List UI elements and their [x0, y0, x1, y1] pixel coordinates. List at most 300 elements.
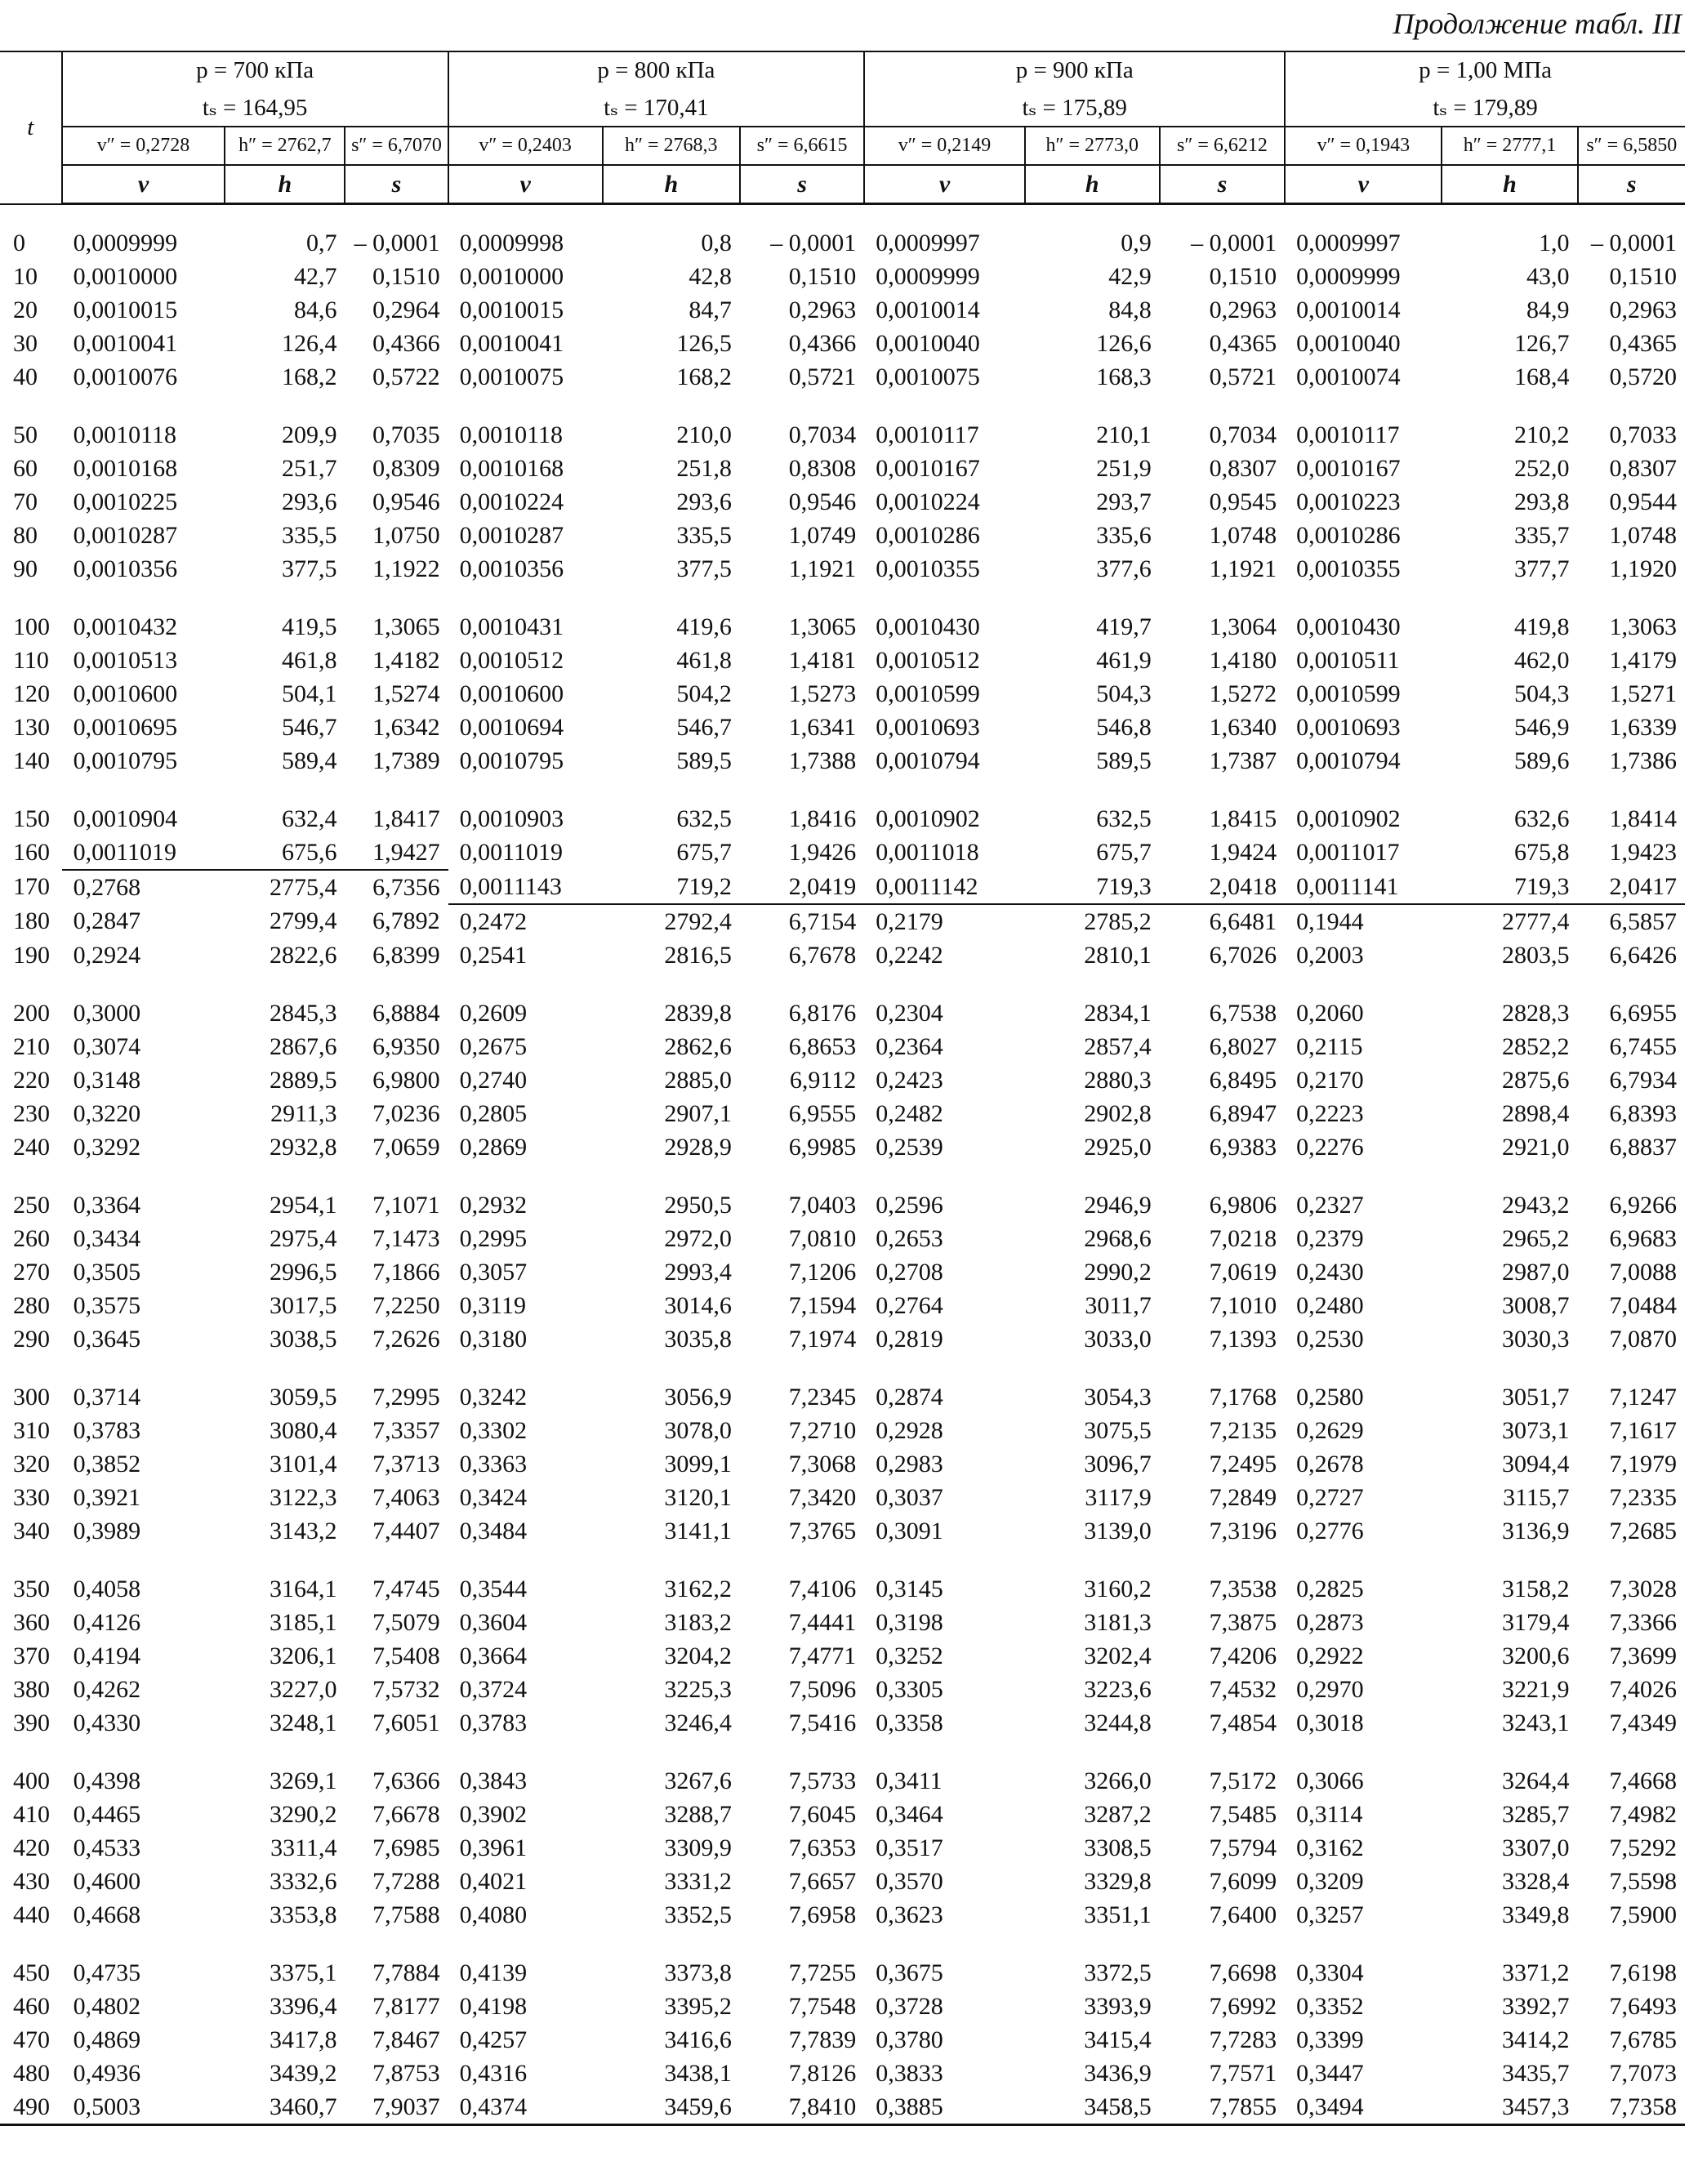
spacer-cell: [0, 1548, 1685, 1572]
cell-v-1000: 0,2678: [1296, 1450, 1364, 1478]
cell-t: 410: [13, 1800, 50, 1828]
table-row: [0, 996, 1685, 1030]
cell-v-700: 0,4600: [73, 1867, 141, 1895]
cell-s-1000: 0,1510: [1609, 262, 1677, 290]
cell-h-700: 42,7: [293, 262, 337, 290]
cell-h-700: 3122,3: [269, 1483, 337, 1511]
cell-s-900: 7,1010: [1209, 1291, 1277, 1319]
cell-v-800: 0,0010075: [459, 363, 564, 390]
cell-h-900: 84,8: [1108, 296, 1152, 323]
cell-h-800: 3309,9: [664, 1834, 732, 1861]
cell-s-700: 7,9037: [345, 2090, 448, 2125]
cell-v-800: 0,4139: [459, 1959, 528, 1986]
cell-v-1000: 0,2922: [1296, 1642, 1364, 1669]
cell-h-900: 3117,9: [1085, 1483, 1152, 1511]
cell-v-700: 0,0010513: [73, 646, 178, 674]
cell-v-900: 0,3517: [876, 1834, 943, 1861]
cell-s-800: 6,8176: [788, 999, 857, 1027]
cell-s-800: 7,8410: [740, 2090, 864, 2125]
cell-v-800: 0,0010000: [459, 262, 564, 290]
cell-h-700: 3038,5: [269, 1325, 337, 1353]
cell-h-700: 126,4: [281, 329, 337, 357]
cell-h-1000: 3115,7: [1503, 1483, 1570, 1511]
cell-h-1000: 546,9: [1514, 713, 1570, 741]
cell-h-700: 419,5: [281, 613, 337, 640]
cell-v-700: 0,4869: [73, 2026, 141, 2053]
cell-v-1000: 0,2970: [1296, 1675, 1364, 1703]
cell-h-700: 3311,4: [270, 1834, 337, 1861]
cell-v-1000: 0,0010511: [1296, 646, 1400, 674]
s-symbol: s: [1160, 165, 1285, 204]
cell-h-900: 504,3: [1096, 680, 1152, 707]
cell-s-700: 7,6051: [372, 1709, 440, 1736]
cell-s-800: 6,7678: [788, 941, 857, 969]
cell-v-1000: 0,0009999: [1296, 262, 1401, 290]
cell-h-800: 3267,6: [664, 1767, 732, 1794]
cell-s-800: 7,0403: [788, 1191, 857, 1219]
cell-t: 460: [13, 1992, 50, 2020]
cell-h-700: 2954,1: [269, 1191, 337, 1219]
cell-h-700: 3460,7: [225, 2090, 345, 2125]
cell-v-900: 0,2653: [876, 1224, 943, 1252]
cell-h-1000: 3285,7: [1502, 1800, 1570, 1828]
cell-s-800: 7,5096: [788, 1675, 857, 1703]
cell-h-1000: 462,0: [1514, 646, 1570, 674]
cell-v-800: 0,3902: [459, 1800, 528, 1828]
cell-v-1000: 0,0010167: [1296, 454, 1401, 482]
table-row: [0, 1188, 1685, 1222]
cell-s-700: 6,9350: [372, 1032, 440, 1060]
s-symbol: s: [1578, 165, 1685, 204]
cell-v-900: 0,2874: [876, 1383, 943, 1411]
cell-s-800: 1,5273: [788, 680, 857, 707]
cell-s-900: 1,9424: [1209, 839, 1277, 866]
cell-v-1000: 0,2480: [1296, 1291, 1364, 1319]
cell-s-1000: 6,9266: [1609, 1191, 1677, 1219]
table-row: [0, 836, 1685, 870]
table-body: [0, 204, 1685, 2125]
cell-s-1000: 2,0417: [1578, 870, 1685, 904]
table-row: [0, 1063, 1685, 1097]
table-row: [0, 610, 1685, 644]
cell-s-900: 7,5172: [1209, 1767, 1277, 1794]
cell-v-700: 0,0010695: [73, 713, 178, 741]
spacer-cell: [0, 778, 1685, 802]
cell-h-1000: 3307,0: [1502, 1834, 1570, 1861]
cell-v-800: 0,0010903: [459, 805, 564, 832]
cell-s-700: 7,5079: [372, 1608, 440, 1636]
cell-v-1000: 0,2629: [1296, 1416, 1364, 1444]
cell-h-1000: 3073,1: [1502, 1416, 1570, 1444]
spacer-cell: [0, 586, 1685, 610]
cell-v-700: 0,0010118: [73, 421, 177, 448]
cell-s-800: 1,6341: [788, 713, 857, 741]
pressure-900-header: p = 900 кПа: [864, 51, 1285, 89]
cell-h-1000: 210,2: [1514, 421, 1570, 448]
cell-s-800: 6,7154: [788, 907, 857, 935]
table-row: [0, 1673, 1685, 1706]
cell-t: 350: [13, 1575, 50, 1602]
cell-s-900: 0,7034: [1209, 421, 1277, 448]
cell-s-1000: 1,5271: [1609, 680, 1677, 707]
cell-h-1000: 252,0: [1514, 454, 1570, 482]
cell-s-700: 7,4407: [372, 1517, 440, 1544]
cell-s-900: 7,3538: [1209, 1575, 1277, 1602]
row-spacer: [0, 586, 1685, 610]
cell-v-700: 0,3921: [73, 1483, 141, 1511]
table-row: [0, 2023, 1685, 2057]
cell-v-800: 0,0010512: [459, 646, 564, 674]
cell-t: 340: [13, 1517, 50, 1544]
cell-s-1000: 7,4668: [1609, 1767, 1677, 1794]
cell-s-1000: 7,7073: [1609, 2059, 1677, 2087]
cell-s-800: 7,2710: [788, 1416, 857, 1444]
cell-v-700: 0,0010076: [73, 363, 178, 390]
cell-v-700: 0,3575: [73, 1291, 141, 1319]
cell-v-1000: 0,3494: [1285, 2090, 1442, 2125]
cell-v-900: 0,2179: [876, 907, 943, 935]
cell-h-800: 42,8: [689, 262, 732, 290]
cell-h-1000: 3136,9: [1502, 1517, 1570, 1544]
cell-s-700: 7,4745: [372, 1575, 440, 1602]
cell-s-800: 7,2345: [788, 1383, 857, 1411]
cell-v-800: 0,4316: [459, 2059, 528, 2087]
v-symbol: v: [448, 165, 603, 204]
cell-h-800: 504,2: [676, 680, 732, 707]
cell-v-1000: 0,1944: [1296, 907, 1364, 935]
cell-v-700: 0,3852: [73, 1450, 141, 1478]
cell-v-800: 0,3424: [459, 1483, 528, 1511]
cell-s-800: 7,7839: [788, 2026, 857, 2053]
table-row: [0, 1639, 1685, 1673]
cell-t: 420: [13, 1834, 50, 1861]
cell-s-900: 1,8415: [1209, 805, 1277, 832]
cell-v-900: 0,0011142: [864, 870, 1025, 904]
cell-s-700: 0,4366: [372, 329, 440, 357]
cell-s-1000: 7,1247: [1609, 1383, 1677, 1411]
cell-t: 240: [13, 1133, 50, 1161]
cell-h-900: 632,5: [1096, 805, 1152, 832]
cell-v-800: 0,0010431: [459, 613, 564, 640]
cell-s-800: 6,9112: [789, 1066, 857, 1094]
cell-s-900: 6,8027: [1209, 1032, 1277, 1060]
cell-h-1000: 589,6: [1514, 747, 1570, 774]
row-spacer: [0, 1356, 1685, 1380]
cell-v-1000: 0,3162: [1296, 1834, 1364, 1861]
cell-v-800: 0,2541: [459, 941, 528, 969]
cell-h-900: 3393,9: [1084, 1992, 1152, 2020]
table-row: [0, 418, 1685, 452]
cell-h-1000: 3179,4: [1502, 1608, 1570, 1636]
spacer-cell: [0, 1164, 1685, 1188]
v-sat-700: v″ = 0,2728: [62, 127, 225, 165]
cell-s-900: 7,7855: [1160, 2090, 1285, 2125]
cell-h-1000: 3008,7: [1502, 1291, 1570, 1319]
cell-s-800: 7,5733: [788, 1767, 857, 1794]
cell-v-800: 0,3242: [459, 1383, 528, 1411]
cell-t: 120: [13, 680, 50, 707]
cell-s-800: 0,5721: [788, 363, 857, 390]
cell-s-800: 7,6657: [788, 1867, 857, 1895]
cell-v-1000: 0,2223: [1296, 1099, 1364, 1127]
cell-s-900: 7,2135: [1209, 1416, 1277, 1444]
cell-s-1000: 0,4365: [1609, 329, 1677, 357]
cell-h-700: 2932,8: [269, 1133, 337, 1161]
cell-v-800: 0,3604: [459, 1608, 528, 1636]
cell-h-700: 3353,8: [269, 1901, 337, 1928]
table-row: [0, 360, 1685, 394]
cell-v-1000: 0,2276: [1296, 1133, 1364, 1161]
cell-s-900: 2,0418: [1160, 870, 1285, 904]
cell-h-900: 3075,5: [1084, 1416, 1152, 1444]
cell-v-900: 0,0010224: [876, 488, 980, 515]
cell-h-800: 2950,5: [664, 1191, 732, 1219]
cell-s-1000: 1,3063: [1609, 613, 1677, 640]
cell-v-1000: 0,2430: [1296, 1258, 1364, 1286]
cell-h-1000: 2803,5: [1502, 941, 1570, 969]
cell-s-900: 0,1510: [1209, 262, 1277, 290]
cell-v-800: 0,3057: [459, 1258, 528, 1286]
cell-h-1000: 675,8: [1514, 839, 1570, 866]
cell-v-700: 0,3000: [73, 999, 141, 1027]
cell-h-1000: 2943,2: [1502, 1191, 1570, 1219]
cell-h-1000: 168,4: [1514, 363, 1570, 390]
cell-s-800: 7,3420: [788, 1483, 857, 1511]
cell-h-1000: 2828,3: [1502, 999, 1570, 1027]
cell-h-900: 2902,8: [1084, 1099, 1152, 1127]
cell-v-700: 0,0010432: [73, 613, 178, 640]
cell-h-900: 589,5: [1096, 747, 1152, 774]
steam-properties-table: [0, 51, 1685, 2126]
cell-v-700: 0,4802: [73, 1992, 141, 2020]
cell-s-900: 7,0218: [1209, 1224, 1277, 1252]
table-row: [0, 1606, 1685, 1639]
cell-v-700: 0,4668: [73, 1901, 141, 1928]
s-sat-800: s″ = 6,6615: [740, 127, 864, 165]
cell-h-700: 3206,1: [269, 1642, 337, 1669]
cell-h-800: 3078,0: [664, 1416, 732, 1444]
cell-h-900: 126,6: [1096, 329, 1152, 357]
table-row: [0, 1030, 1685, 1063]
h-sat-1000: h″ = 2777,1: [1442, 127, 1577, 165]
cell-v-1000: 0,3447: [1296, 2059, 1364, 2087]
cell-s-900: 6,6481: [1209, 907, 1277, 935]
cell-s-1000: 7,6785: [1609, 2026, 1677, 2053]
cell-s-700: 1,1922: [372, 555, 440, 582]
cell-s-800: 7,1974: [788, 1325, 857, 1353]
cell-h-700: 3017,5: [269, 1291, 337, 1319]
cell-v-1000: 0,0010040: [1296, 329, 1401, 357]
cell-s-700: 7,6678: [372, 1800, 440, 1828]
cell-t: 100: [13, 613, 50, 640]
cell-t: 10: [13, 262, 38, 290]
cell-s-1000: 6,6955: [1609, 999, 1677, 1027]
cell-s-900: – 0,0001: [1191, 229, 1277, 256]
cell-s-800: 7,0810: [788, 1224, 857, 1252]
cell-v-900: 0,0010117: [876, 421, 979, 448]
cell-h-1000: 1,0: [1539, 229, 1570, 256]
cell-s-700: 7,8177: [372, 1992, 440, 2020]
cell-s-900: 7,6698: [1209, 1959, 1277, 1986]
cell-h-900: 293,7: [1096, 488, 1152, 515]
cell-v-800: 0,0010600: [459, 680, 564, 707]
cell-v-900: 0,0010014: [876, 296, 980, 323]
table-row: [0, 870, 1685, 904]
cell-s-1000: 1,8414: [1609, 805, 1677, 832]
cell-s-1000: 7,1979: [1609, 1450, 1677, 1478]
cell-s-1000: 7,4982: [1609, 1800, 1677, 1828]
row-spacer: [0, 204, 1685, 227]
cell-v-800: 0,3724: [459, 1675, 528, 1703]
cell-s-800: 7,1594: [788, 1291, 857, 1319]
cell-h-800: 2862,6: [664, 1032, 732, 1060]
cell-h-900: 3308,5: [1084, 1834, 1152, 1861]
cell-v-700: 0,0010000: [73, 262, 178, 290]
cell-h-800: 126,5: [676, 329, 732, 357]
cell-h-1000: 2852,2: [1502, 1032, 1570, 1060]
cell-s-900: 7,3196: [1209, 1517, 1277, 1544]
cell-h-700: 3227,0: [269, 1675, 337, 1703]
cell-v-700: 0,4194: [73, 1642, 141, 1669]
cell-s-1000: 7,4349: [1609, 1709, 1677, 1736]
cell-t: 430: [13, 1867, 50, 1895]
cell-h-900: 335,6: [1096, 521, 1152, 549]
cell-h-900: 3287,2: [1084, 1800, 1152, 1828]
cell-s-700: 7,3713: [372, 1450, 440, 1478]
cell-h-1000: 3414,2: [1502, 2026, 1570, 2053]
cell-v-900: 0,3305: [876, 1675, 943, 1703]
table-row: [0, 744, 1685, 778]
cell-h-700: 3143,2: [269, 1517, 337, 1544]
cell-v-800: 0,4021: [459, 1867, 528, 1895]
cell-s-1000: 7,5292: [1609, 1834, 1677, 1861]
cell-t: 310: [13, 1416, 50, 1444]
cell-t: 390: [13, 1709, 50, 1736]
table-row: [0, 1798, 1685, 1831]
cell-s-1000: 0,8307: [1609, 454, 1677, 482]
cell-v-700: 0,3714: [73, 1383, 141, 1411]
table-row: [0, 2090, 1685, 2125]
cell-h-700: 0,7: [305, 229, 337, 256]
cell-t: 30: [13, 329, 38, 357]
pressure-800-header: p = 800 кПа: [448, 51, 865, 89]
cell-s-1000: 7,1617: [1609, 1416, 1677, 1444]
cell-s-900: 7,5794: [1209, 1834, 1277, 1861]
cell-t: 110: [13, 646, 49, 674]
cell-t: 90: [13, 555, 38, 582]
cell-s-700: 6,7356: [372, 873, 440, 901]
cell-h-900: 3351,1: [1084, 1901, 1152, 1928]
cell-v-1000: 0,2776: [1296, 1517, 1364, 1544]
cell-h-700: 3101,4: [269, 1450, 337, 1478]
cell-v-700: 0,4398: [73, 1767, 141, 1794]
cell-h-700: 3417,8: [269, 2026, 337, 2053]
cell-s-700: 1,5274: [372, 680, 440, 707]
cell-s-1000: 6,8393: [1609, 1099, 1677, 1127]
cell-s-1000: 0,9544: [1609, 488, 1677, 515]
cell-v-900: 0,3145: [876, 1575, 943, 1602]
cell-s-800: 7,8126: [788, 2059, 857, 2087]
cell-h-700: 2845,3: [269, 999, 337, 1027]
cell-s-800: 0,2963: [788, 296, 857, 323]
pressure-700-header: p = 700 кПа: [62, 51, 448, 89]
cell-v-1000: 0,0010355: [1296, 555, 1401, 582]
cell-t: 260: [13, 1224, 50, 1252]
cell-s-900: 7,6400: [1209, 1901, 1277, 1928]
cell-h-700: 2889,5: [269, 1066, 337, 1094]
cell-s-1000: 7,0484: [1609, 1291, 1677, 1319]
cell-s-800: 1,8416: [788, 805, 857, 832]
cell-s-1000: 6,7934: [1609, 1066, 1677, 1094]
row-spacer: [0, 1548, 1685, 1572]
cell-v-800: 0,3363: [459, 1450, 528, 1478]
cell-h-800: 2928,9: [664, 1133, 732, 1161]
cell-v-800: 0,0010168: [459, 454, 564, 482]
cell-s-700: 1,3065: [372, 613, 440, 640]
cell-h-1000: 2987,0: [1502, 1258, 1570, 1286]
cell-h-800: 675,7: [676, 839, 732, 866]
cell-h-1000: 3243,1: [1502, 1709, 1570, 1736]
cell-v-900: 0,0009997: [876, 229, 980, 256]
cell-s-900: 1,6340: [1209, 713, 1277, 741]
cell-h-800: 3120,1: [664, 1483, 732, 1511]
s-sat-900: s″ = 6,6212: [1160, 127, 1285, 165]
cell-v-900: 0,2764: [876, 1291, 943, 1319]
cell-h-1000: 3221,9: [1502, 1675, 1570, 1703]
cell-v-800: 0,0010224: [459, 488, 564, 515]
cell-s-700: 0,7035: [372, 421, 440, 448]
table-row: [0, 1414, 1685, 1447]
cell-v-900: 0,0010794: [876, 747, 980, 774]
table-row: [0, 1289, 1685, 1322]
cell-h-800: 0,8: [701, 229, 732, 256]
cell-h-900: 3139,0: [1084, 1517, 1152, 1544]
cell-s-1000: 7,3028: [1609, 1575, 1677, 1602]
cell-v-900: 0,3833: [876, 2059, 943, 2087]
cell-v-700: 0,3505: [73, 1258, 141, 1286]
cell-s-900: 7,0619: [1209, 1258, 1277, 1286]
cell-v-1000: 0,3114: [1296, 1800, 1363, 1828]
cell-t: 60: [13, 454, 38, 482]
cell-h-700: 251,7: [281, 454, 337, 482]
cell-t: 280: [13, 1291, 50, 1319]
cell-v-800: 0,3180: [459, 1325, 528, 1353]
cell-s-900: 0,2963: [1209, 296, 1277, 323]
cell-v-900: 0,3464: [876, 1800, 943, 1828]
table-row: [0, 260, 1685, 293]
cell-s-700: 7,4063: [372, 1483, 440, 1511]
cell-h-1000: 3392,7: [1502, 1992, 1570, 2020]
cell-v-1000: 0,2873: [1296, 1608, 1364, 1636]
cell-t: 190: [13, 941, 50, 969]
cell-h-700: 3059,5: [269, 1383, 337, 1411]
cell-v-800: 0,0011143: [448, 870, 603, 904]
cell-s-1000: 0,5720: [1609, 363, 1677, 390]
cell-h-1000: 43,0: [1526, 262, 1570, 290]
table-row: [0, 226, 1685, 260]
cell-h-1000: 3200,6: [1502, 1642, 1570, 1669]
cell-h-900: 3202,4: [1084, 1642, 1152, 1669]
cell-s-900: 7,5485: [1209, 1800, 1277, 1828]
cell-h-700: 546,7: [281, 713, 337, 741]
cell-t: 290: [13, 1325, 50, 1353]
cell-s-700: – 0,0001: [354, 229, 440, 256]
cell-v-900: 0,0010693: [876, 713, 980, 741]
cell-s-900: 7,2849: [1209, 1483, 1277, 1511]
cell-h-700: 504,1: [281, 680, 337, 707]
cell-v-900: 0,3091: [876, 1517, 943, 1544]
cell-h-700: 461,8: [281, 646, 337, 674]
